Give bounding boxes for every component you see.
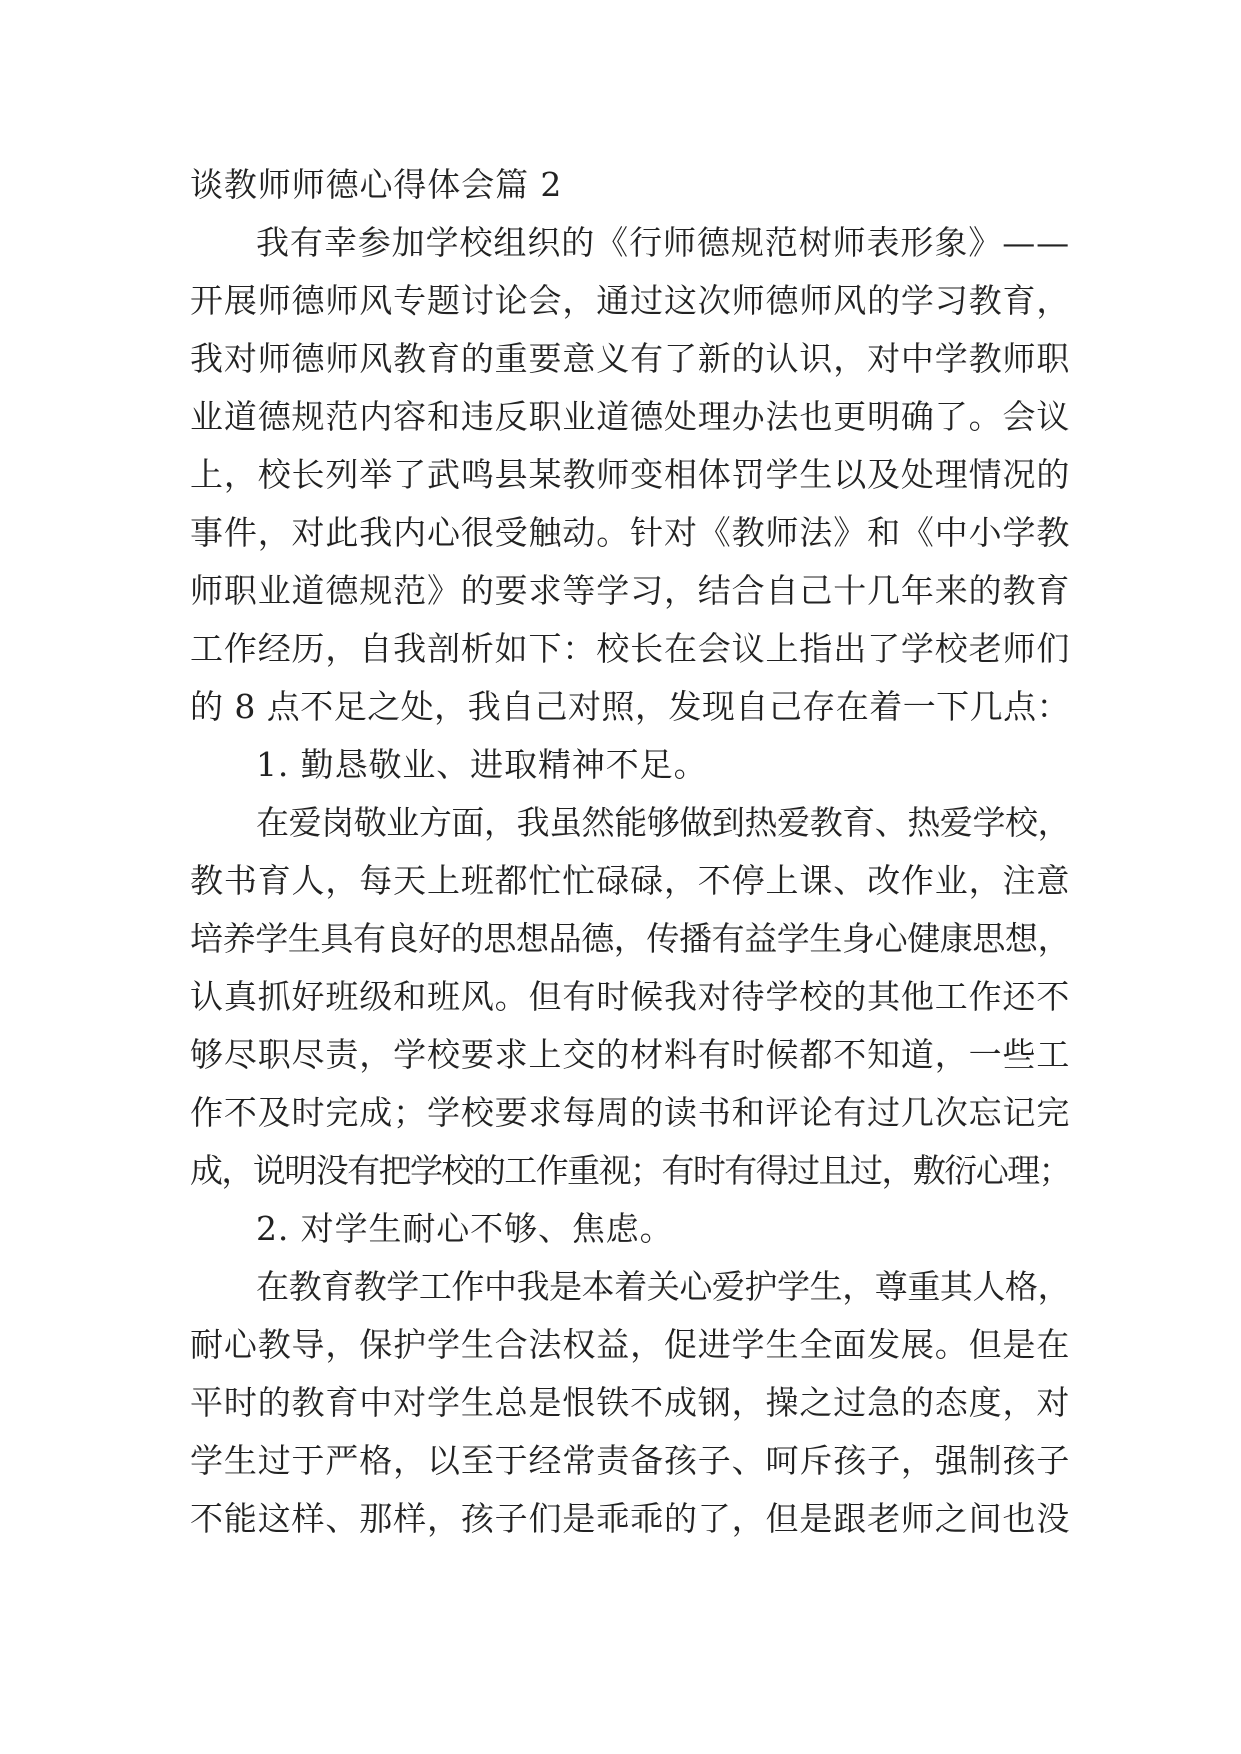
paragraph-line: 在教育教学工作中我是本着关心爱护学生，尊重其人格， <box>256 1267 1070 1306</box>
paragraph-line: 开展师德师风专题讨论会，通过这次师德师风的学习教育， <box>190 281 1070 320</box>
paragraph-line: 平时的教育中对学生总是恨铁不成钢，操之过急的态度，对 <box>190 1383 1070 1422</box>
paragraph-line: 我对师德师风教育的重要意义有了新的认识，对中学教师职 <box>190 339 1070 378</box>
paragraph-line: 师职业道德规范》的要求等学习，结合自己十几年来的教育 <box>190 571 1070 610</box>
paragraph-line: 上，校长列举了武鸣县某教师变相体罚学生以及处理情况的 <box>190 455 1070 494</box>
document-heading: 谈教师师德心得体会篇 2 <box>190 165 563 204</box>
paragraph-line: 不能这样、那样，孩子们是乖乖的了，但是跟老师之间也没 <box>190 1499 1070 1538</box>
paragraph-line: 事件，对此我内心很受触动。针对《教师法》和《中小学教 <box>190 513 1070 552</box>
paragraph-line: 成，说明没有把学校的工作重视；有时有得过且过，敷衍心理； <box>190 1151 1070 1190</box>
paragraph-line: 认真抓好班级和班风。但有时候我对待学校的其他工作还不 <box>190 977 1070 1016</box>
paragraph-line: 教书育人，每天上班都忙忙碌碌，不停上课、改作业，注意 <box>190 861 1070 900</box>
paragraph-line: 业道德规范内容和违反职业道德处理办法也更明确了。会议 <box>190 397 1070 436</box>
paragraph-line: 的 8 点不足之处，我自己对照，发现自己存在着一下几点： <box>190 687 1070 726</box>
paragraph-line: 作不及时完成；学校要求每周的读书和评论有过几次忘记完 <box>190 1093 1070 1132</box>
paragraph-line: 在爱岗敬业方面，我虽然能够做到热爱教育、热爱学校， <box>256 803 1070 842</box>
paragraph-line: 工作经历，自我剖析如下：校长在会议上指出了学校老师们 <box>190 629 1070 668</box>
paragraph-line: 我有幸参加学校组织的《行师德规范树师表形象》—— <box>256 223 1070 262</box>
list-item-heading: 1. 勤恳敬业、进取精神不足。 <box>256 745 708 784</box>
paragraph-line: 学生过于严格，以至于经常责备孩子、呵斥孩子，强制孩子 <box>190 1441 1070 1480</box>
list-item-heading: 2. 对学生耐心不够、焦虑。 <box>256 1209 674 1248</box>
paragraph-line: 够尽职尽责，学校要求上交的材料有时候都不知道，一些工 <box>190 1035 1070 1074</box>
paragraph-line: 培养学生具有良好的思想品德，传播有益学生身心健康思想， <box>190 919 1070 958</box>
paragraph-line: 耐心教导，保护学生合法权益，促进学生全面发展。但是在 <box>190 1325 1070 1364</box>
